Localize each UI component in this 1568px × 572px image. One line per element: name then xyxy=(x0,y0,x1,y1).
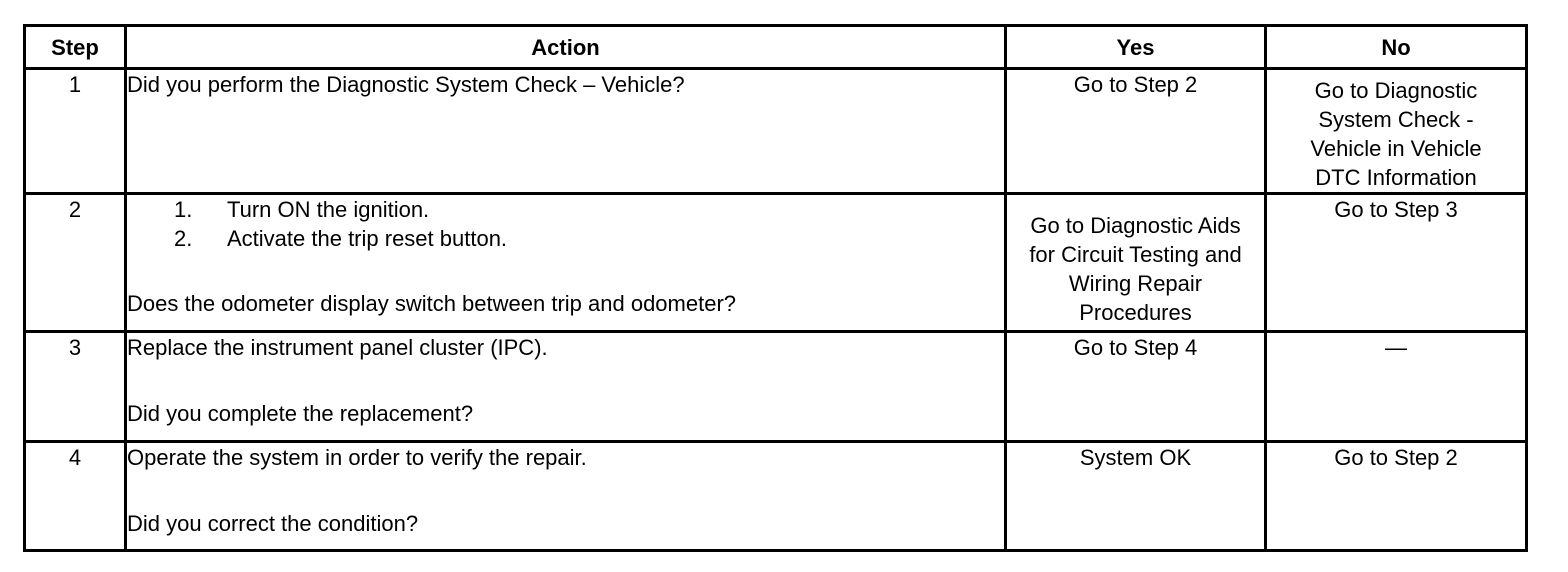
table-row xyxy=(25,442,1527,551)
table-row xyxy=(25,194,1527,332)
step-number: 2 xyxy=(25,194,126,332)
no-cell xyxy=(1266,69,1527,194)
question-text: Did you correct the condition? xyxy=(127,511,419,536)
no-cell: Go to Step 2 xyxy=(1266,442,1527,551)
header-row xyxy=(25,26,1527,69)
question-text: Did you complete the replacement? xyxy=(127,401,474,426)
action-cell xyxy=(126,194,1006,332)
list-item xyxy=(174,195,1004,224)
action-text: Replace the instrument panel cluster (IPC). xyxy=(127,335,548,360)
action-text: Did you perform the Diagnostic System Check – Vehicle? xyxy=(127,72,685,97)
header-no: No xyxy=(1266,26,1527,69)
table-row xyxy=(25,332,1527,442)
substep-text: Turn ON the ignition. xyxy=(227,197,430,222)
no-line: Go to Diagnostic xyxy=(1314,78,1478,103)
yes-line: for Circuit Testing and xyxy=(1029,242,1242,267)
header-step: Step xyxy=(25,26,126,69)
step-number: 4 xyxy=(25,442,126,551)
yes-cell: System OK xyxy=(1006,442,1266,551)
yes-line: Wiring Repair xyxy=(1068,271,1203,296)
no-line: Vehicle in Vehicle xyxy=(1310,136,1482,161)
substep-number: 2. xyxy=(174,226,193,251)
action-cell xyxy=(126,442,1006,551)
spacer xyxy=(127,472,1004,509)
yes-cell: Go to Step 2 xyxy=(1006,69,1266,194)
action-cell xyxy=(126,69,1006,194)
table-row xyxy=(25,69,1527,194)
no-cell: — xyxy=(1266,332,1527,442)
no-cell: Go to Step 3 xyxy=(1266,194,1527,332)
header-action: Action xyxy=(126,26,1006,69)
substep-number: 1. xyxy=(174,197,193,222)
list-item xyxy=(174,224,1004,253)
step-number: 1 xyxy=(25,69,126,194)
step-number: 3 xyxy=(25,332,126,442)
yes-line: Go to Diagnostic Aids xyxy=(1030,213,1241,238)
spacer xyxy=(127,253,1004,289)
substep-list xyxy=(127,195,1004,253)
action-cell xyxy=(126,332,1006,442)
yes-cell: Go to Step 4 xyxy=(1006,332,1266,442)
yes-cell xyxy=(1006,194,1266,332)
diagnostic-table xyxy=(23,24,1528,552)
no-line: System Check - xyxy=(1318,107,1474,132)
action-text: Operate the system in order to verify the repair. xyxy=(127,445,587,470)
header-yes: Yes xyxy=(1006,26,1266,69)
substep-text: Activate the trip reset button. xyxy=(227,226,508,251)
spacer xyxy=(127,362,1004,399)
no-line: DTC Information xyxy=(1315,165,1477,190)
yes-line: Procedures xyxy=(1079,300,1192,325)
question-text: Does the odometer display switch between trip and odometer? xyxy=(127,291,737,316)
